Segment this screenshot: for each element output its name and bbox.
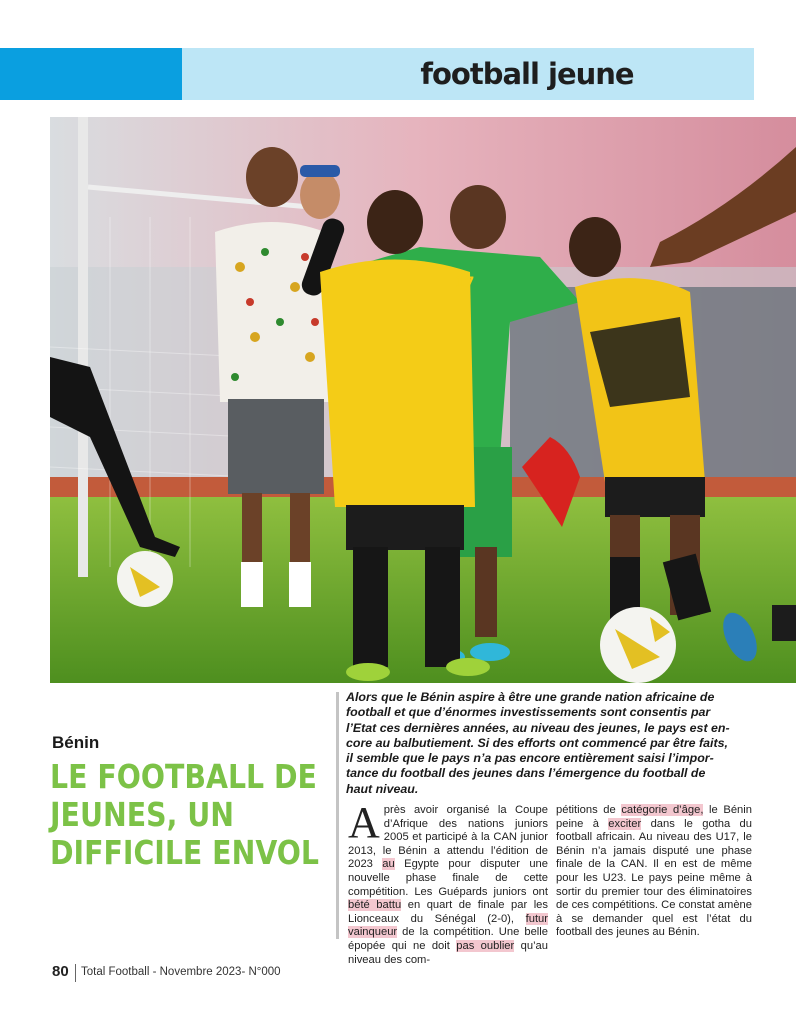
- highlighted-text: bété battu: [348, 899, 402, 912]
- intro-line: il semble que le pays n’a pas encore entièrement saisi l’impor-: [346, 751, 714, 766]
- jersey-number: 17: [455, 275, 475, 291]
- highlighted-text: futur vainqueur: [348, 912, 548, 939]
- article-photo: [50, 117, 796, 683]
- body-text: qu’au niveau des com-: [348, 939, 548, 966]
- article-column-1: [348, 798, 549, 967]
- highlighted-text: exciter: [608, 817, 642, 830]
- intro-divider: [336, 692, 339, 939]
- intro-line: l’Etat ces dernières années, au niveau des jeunes, le pays est en-: [346, 720, 730, 735]
- footer-divider: [75, 964, 76, 982]
- publication-info: Total Football - Novembre 2023- N°000: [81, 966, 281, 978]
- body-text: Egypte pour disputer une nouvelle phase finale de cette compétition. Les Guépards juniors ont: [348, 858, 548, 898]
- body-text: le Bénin peine à: [556, 804, 752, 830]
- article-kicker: Bénin: [52, 733, 100, 752]
- article-intro: [346, 690, 766, 797]
- body-text: de la compétition. Une belle épopée qui ne doit: [348, 926, 548, 952]
- drop-cap: A: [348, 798, 380, 847]
- article-column-2: [556, 804, 752, 940]
- intro-line: football et que d’énormes investissements sont consentis par: [346, 705, 711, 720]
- intro-line: core au balbutiement. Si des efforts ont commencé par être faits,: [346, 735, 728, 750]
- intro-line: Alors que le Bénin aspire à être une grande nation africaine de: [346, 690, 715, 704]
- body-text: pétitions de: [556, 804, 622, 816]
- body-text: dans le gotha du football africain. Au niveau des U17, le Bénin n’a jamais disputé une phase finale de la CAN. Il en est de même pour les U23. Le pays peine même à sortir du premier tour des éliminatoires de ces compétitions. Ce constat amène à se demander quel est l’état du football des jeunes au Bénin.: [556, 817, 753, 939]
- article-headline: [50, 757, 320, 872]
- football-training-photo-icon: [50, 117, 796, 683]
- body-text: en quart de finale par les Lionceaux du Sénégal (2-0),: [348, 899, 549, 925]
- intro-line: haut niveau.: [346, 781, 419, 796]
- section-banner-accent: [0, 48, 192, 100]
- highlighted-text: pas oublier: [456, 939, 515, 952]
- section-title: football jeune: [420, 57, 634, 91]
- intro-line: tance du football des jeunes dans l’émergence du football de: [346, 766, 706, 781]
- page-number: 80: [52, 963, 69, 980]
- headline-line: LE FOOTBALL DE: [50, 757, 317, 796]
- body-text: près avoir organisé la Coupe d’Afrique des nations juniors 2005 et participé à la CAN junior 2013, le Bénin a attendu l’édition de 2023: [348, 804, 548, 871]
- headline-line: DIFFICILE ENVOL: [50, 833, 320, 872]
- highlighted-text: au: [382, 858, 395, 871]
- highlighted-text: catégorie d’âge,: [621, 804, 704, 816]
- headline-line: JEUNES, UN: [50, 795, 235, 834]
